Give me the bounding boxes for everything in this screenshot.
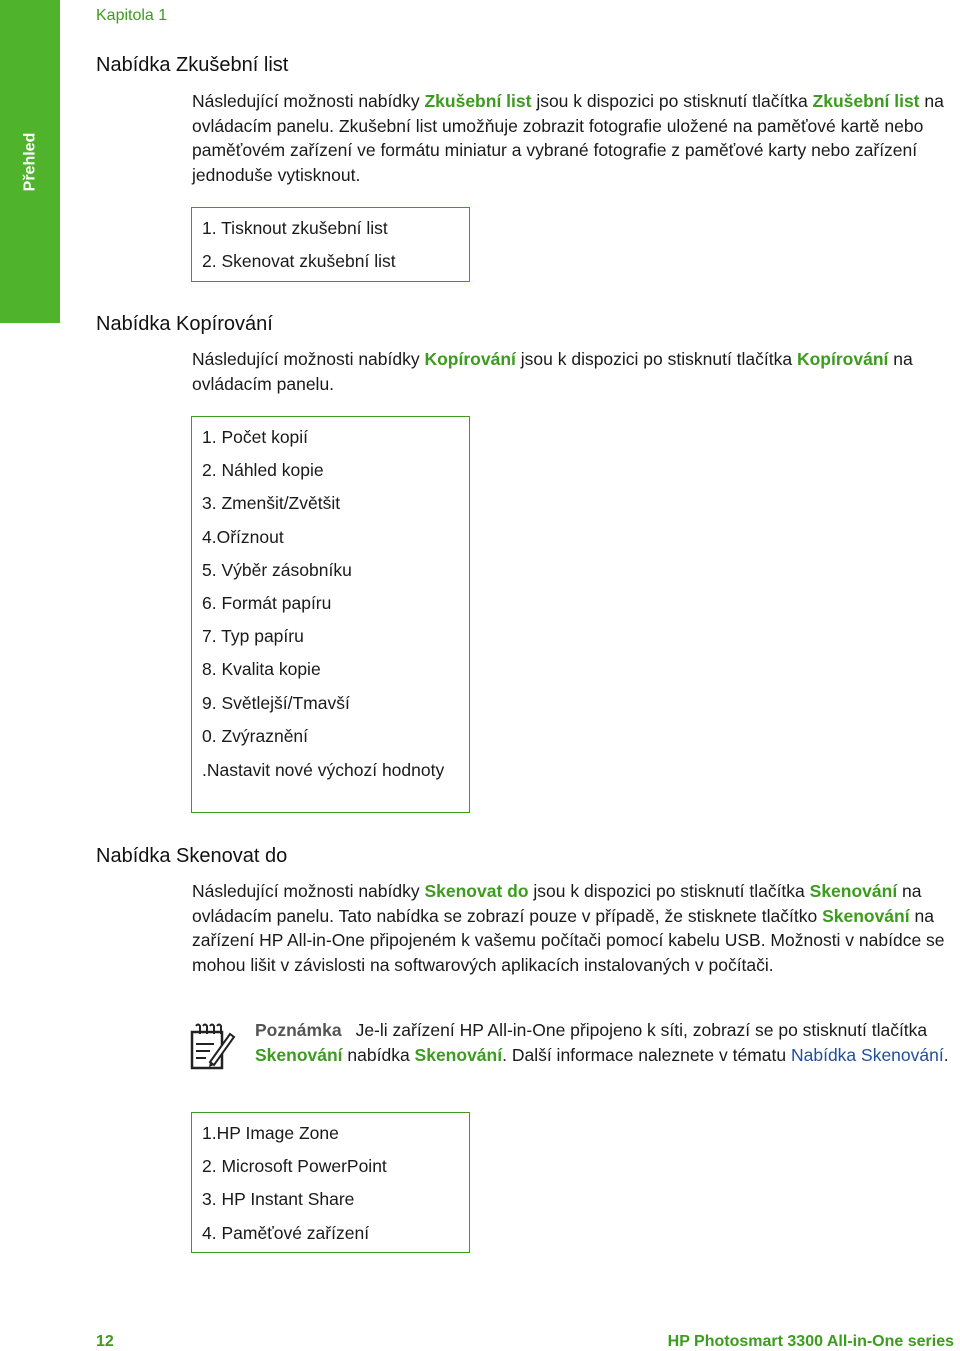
menu-item: 1. Počet kopií bbox=[202, 427, 309, 447]
menu-item: 0. Zvýraznění bbox=[202, 725, 309, 746]
note-label: Poznámka bbox=[255, 1020, 342, 1040]
side-tab-label-wrap bbox=[0, 0, 60, 323]
note-menu-term: Skenování bbox=[414, 1044, 503, 1065]
note-button-term: Skenování bbox=[255, 1044, 343, 1065]
note-pad-icon bbox=[190, 1022, 236, 1072]
menu-item: 8. Kvalita kopie bbox=[202, 659, 321, 680]
scan-description: Následující možnosti nabídky Skenovat do jsou k dispozici po stisknutí tlačítka Skenování na ovládacím panelu. Tato nabídka se zobrazí pouze v případě, že stisknete tlačítko Skenování na zařízení HP All-in-One připojeném k vašemu počítači pomocí kabelu USB. Možnosti v nabídce se mohou lišit v závislosti na softwarových aplikacích instalovaných v počítači. bbox=[192, 881, 945, 975]
copy-menu-term: Kopírování bbox=[424, 349, 516, 369]
menu-item: 6. Formát papíru bbox=[202, 592, 332, 613]
chapter-header: Kapitola 1 bbox=[96, 7, 168, 24]
side-tab-label: Přehled bbox=[21, 132, 38, 191]
proof-sheet-button-term: Zkušební list bbox=[812, 91, 920, 111]
copy-button-term: Kopírování bbox=[796, 349, 889, 369]
menu-item: 3. HP Instant Share bbox=[202, 1189, 355, 1210]
menu-item: 4. Paměťové zařízení bbox=[202, 1222, 370, 1243]
menu-item: 2. Microsoft PowerPoint bbox=[202, 1156, 387, 1177]
menu-item: 4.Oříznout bbox=[202, 526, 284, 547]
menu-item: 9. Světlejší/Tmavší bbox=[202, 692, 350, 713]
menu-item: .Nastavit nové výchozí hodnoty bbox=[202, 759, 445, 780]
proof-sheet-description: Následující možnosti nabídky Zkušební list jsou k dispozici po stisknutí tlačítka Zkušební list na ovládacím panelu. Zkušební list umožňuje zobrazit fotografie uložené na paměťové kartě nebo paměťovém zařízení ve formátu miniatur a vybrané fotografie z paměťové karty nebo zařízení jednoduše vytisknout. bbox=[192, 91, 944, 185]
copy-menu-box bbox=[191, 416, 470, 813]
product-name: HP Photosmart 3300 All-in-One series bbox=[667, 1333, 954, 1350]
scan-menu-term: Skenovat do bbox=[424, 881, 529, 901]
menu-item: 2. Náhled kopie bbox=[202, 460, 324, 481]
copy-description: Následující možnosti nabídky Kopírování jsou k dispozici po stisknutí tlačítka Kopírování na ovládacím panelu. bbox=[192, 349, 913, 394]
scan-note: Poznámka Je-li zařízení HP All-in-One připojeno k síti, zobrazí se po stisknutí tlačítka Skenování nabídka Skenování. Další informace naleznete v tématu Nabídka Skenování. bbox=[255, 1020, 949, 1065]
proof-sheet-menu-term: Zkušební list bbox=[424, 91, 532, 111]
copy-title: Nabídka Kopírování bbox=[96, 313, 273, 335]
scan-title: Nabídka Skenovat do bbox=[96, 845, 288, 867]
proof-sheet-title: Nabídka Zkušební list bbox=[96, 54, 289, 76]
menu-item: 2. Skenovat zkušební list bbox=[202, 251, 396, 272]
menu-item: 7. Typ papíru bbox=[202, 626, 304, 647]
page-number: 12 bbox=[96, 1333, 114, 1350]
menu-item: 3. Zmenšit/Zvětšit bbox=[202, 493, 341, 514]
menu-item: 1.HP Image Zone bbox=[202, 1123, 339, 1143]
note-link-scan-menu[interactable]: Nabídka Skenování bbox=[790, 1044, 944, 1065]
scan-menu-box bbox=[191, 1112, 470, 1253]
menu-item: 5. Výběr zásobníku bbox=[202, 559, 352, 580]
menu-item: 1. Tisknout zkušební list bbox=[202, 218, 388, 238]
scan-button-term-2: Skenování bbox=[822, 905, 910, 926]
scan-button-term: Skenování bbox=[809, 881, 898, 901]
proof-sheet-menu-box bbox=[191, 207, 470, 282]
